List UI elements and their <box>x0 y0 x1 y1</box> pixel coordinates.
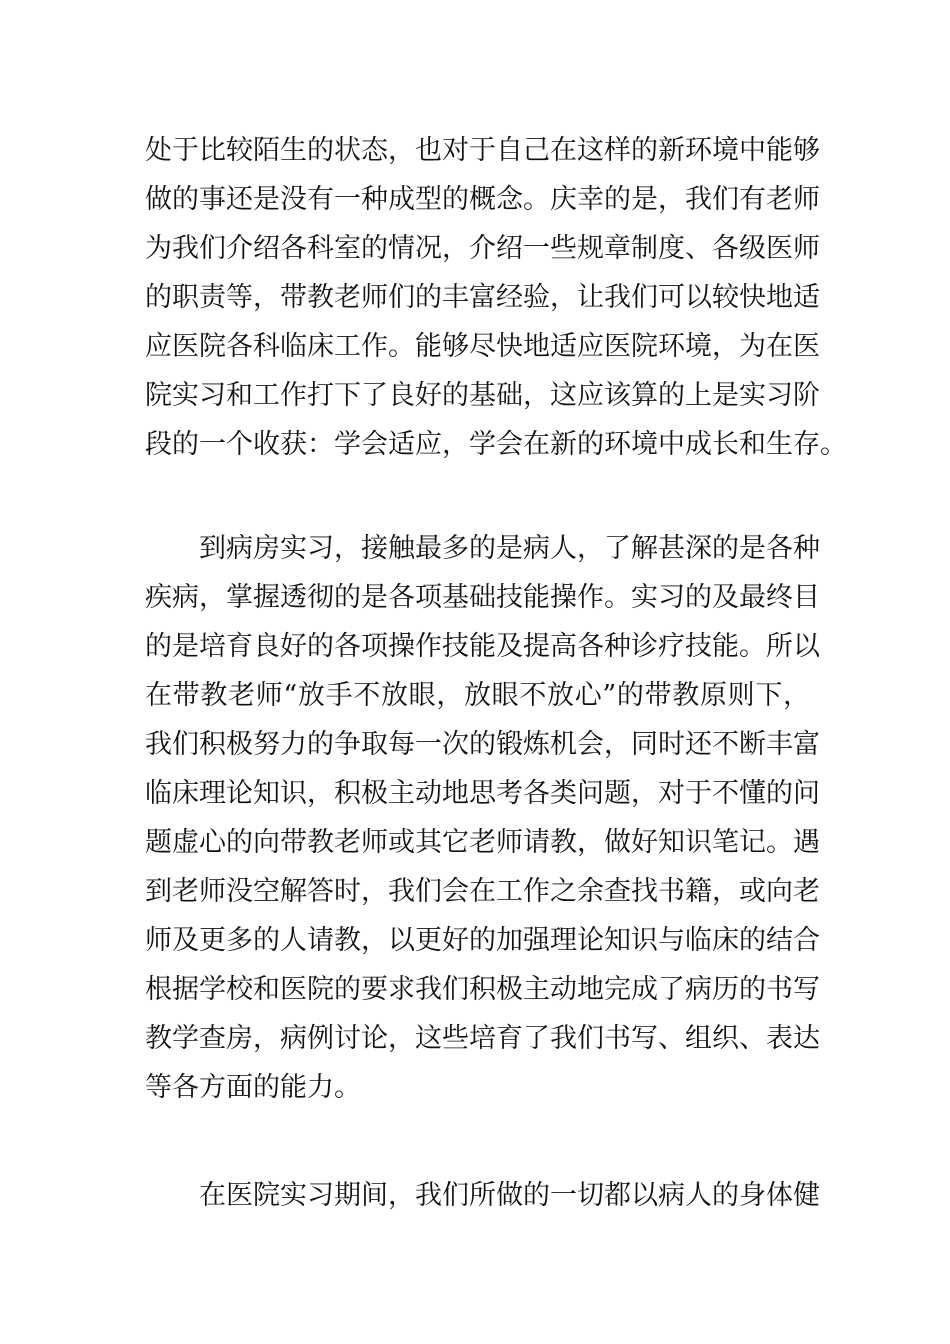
paragraph-line: 到老师没空解答时，我们会在工作之余查找书籍，或向老 <box>145 876 820 907</box>
paragraph-line: 的职责等，带教老师们的丰富经验，让我们可以较快地适 <box>145 282 820 313</box>
paragraph-line: 师及更多的人请教，以更好的加强理论知识与临床的结合 <box>145 925 820 956</box>
paragraph-line: 根据学校和医院的要求我们积极主动地完成了病历的书写 <box>145 974 820 1005</box>
paragraph-line: 的是培育良好的各项操作技能及提高各种诊疗技能。所以 <box>145 631 820 662</box>
paragraph-line: 应医院各科临床工作。能够尽快地适应医院环境，为在医 <box>145 331 820 362</box>
paragraph-line: 我们积极努力的争取每一次的锻炼机会，同时还不断丰富 <box>145 729 820 760</box>
paragraph-line: 为我们介绍各科室的情况，介绍一些规章制度、各级医师 <box>145 233 820 264</box>
paragraph-line: 教学查房，病例讨论，这些培育了我们书写、组织、表达 <box>145 1023 820 1054</box>
paragraph-line: 等各方面的能力。 <box>145 1072 361 1103</box>
paragraph-line: 院实习和工作打下了良好的基础，这应该算的上是实习阶 <box>145 380 820 411</box>
paragraph-line: 做的事还是没有一种成型的概念。庆幸的是，我们有老师 <box>145 184 820 215</box>
paragraph-line: 段的一个收获：学会适应，学会在新的环境中成长和生存。 <box>145 429 847 460</box>
paragraph-line: 到病房实习，接触最多的是病人，了解甚深的是各种 <box>199 533 820 564</box>
paragraph-line: 在带教老师“放手不放眼，放眼不放心”的带教原则下， <box>145 680 810 711</box>
paragraph-line: 在医院实习期间，我们所做的一切都以病人的身体健 <box>199 1180 820 1211</box>
paragraph-line: 处于比较陌生的状态，也对于自己在这样的新环境中能够 <box>145 135 820 166</box>
paragraph-line: 疾病，掌握透彻的是各项基础技能操作。实习的及最终目 <box>145 582 820 613</box>
paragraph-line: 临床理论知识，积极主动地思考各类问题，对于不懂的问 <box>145 778 820 809</box>
paragraph-line: 题虚心的向带教老师或其它老师请教，做好知识笔记。遇 <box>145 827 820 858</box>
